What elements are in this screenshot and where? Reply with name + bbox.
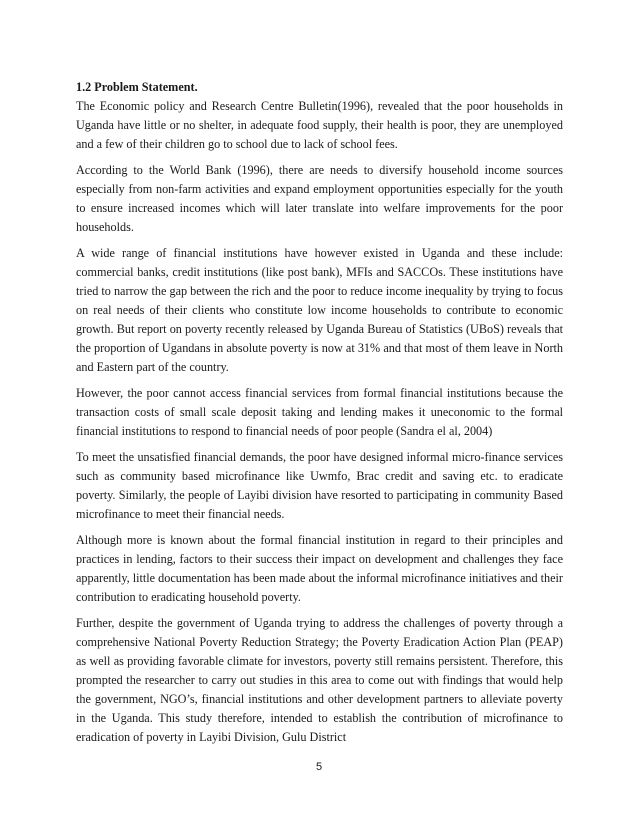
- paragraph-7: Further, despite the government of Uganda trying to address the challenges of poverty through a comprehensive National Poverty Reduction Strategy; the Poverty Eradication Action Plan (PEAP) as well as providing favorable climate for investors, poverty still remains persistent. Therefore, this prompted the researcher to carry out studies in this area to come out with findings that would help the government, NGO’s, financial institutions and other development partners to alleviate poverty in the Uganda. This study therefore, intended to establish the contribution of microfinance to eradication of poverty in Layibi Division, Gulu District: [76, 616, 563, 744]
- section-heading: 1.2 Problem Statement.: [76, 80, 198, 94]
- paragraph-2: According to the World Bank (1996), there are needs to diversify household income sources especially from non-farm activities and expand employment opportunities especially for the youth to ensure increased incomes which will later translate into welfare improvements for the poor households.: [76, 163, 563, 234]
- paragraph-3: A wide range of financial institutions have however existed in Uganda and these include: commercial banks, credit institutions (like post bank), MFIs and SACCOs. These institutions have tried to narrow the gap between the rich and the poor to reduce income inequality by trying to focus on real needs of their clients who constitute low income households to contribute to economic growth. But report on poverty recently released by Uganda Bureau of Statistics (UBoS) reveals that the proportion of Ugandans in absolute poverty is now at 31% and that most of them leave in North and Eastern part of the country.: [76, 246, 563, 374]
- paragraph-1: The Economic policy and Research Centre Bulletin(1996), revealed that the poor households in Uganda have little or no shelter, in adequate food supply, their health is poor, they are unemployed and a few of their children go to school due to lack of school fees.: [76, 99, 563, 151]
- paragraph-4: However, the poor cannot access financial services from formal financial institutions because the transaction costs of small scale deposit taking and lending makes it uneconomic to the formal financial institutions to respond to financial needs of poor people (Sandra el al, 2004): [76, 386, 563, 438]
- page-number: 5: [315, 761, 323, 773]
- paragraph-6: Although more is known about the formal financial institution in regard to their principles and practices in lending, factors to their success their impact on development and challenges they face apparently, little documentation has been made about the informal microfinance initiatives and their contribution to eradicating household poverty.: [76, 533, 563, 604]
- document-page: [76, 78, 563, 754]
- paragraph-5: To meet the unsatisfied financial demands, the poor have designed informal micro-finance services such as community based microfinance like Uwmfo, Brac credit and saving etc. to eradicate poverty. Similarly, the people of Layibi division have resorted to participating in community Based microfinance to meet their financial needs.: [76, 450, 563, 521]
